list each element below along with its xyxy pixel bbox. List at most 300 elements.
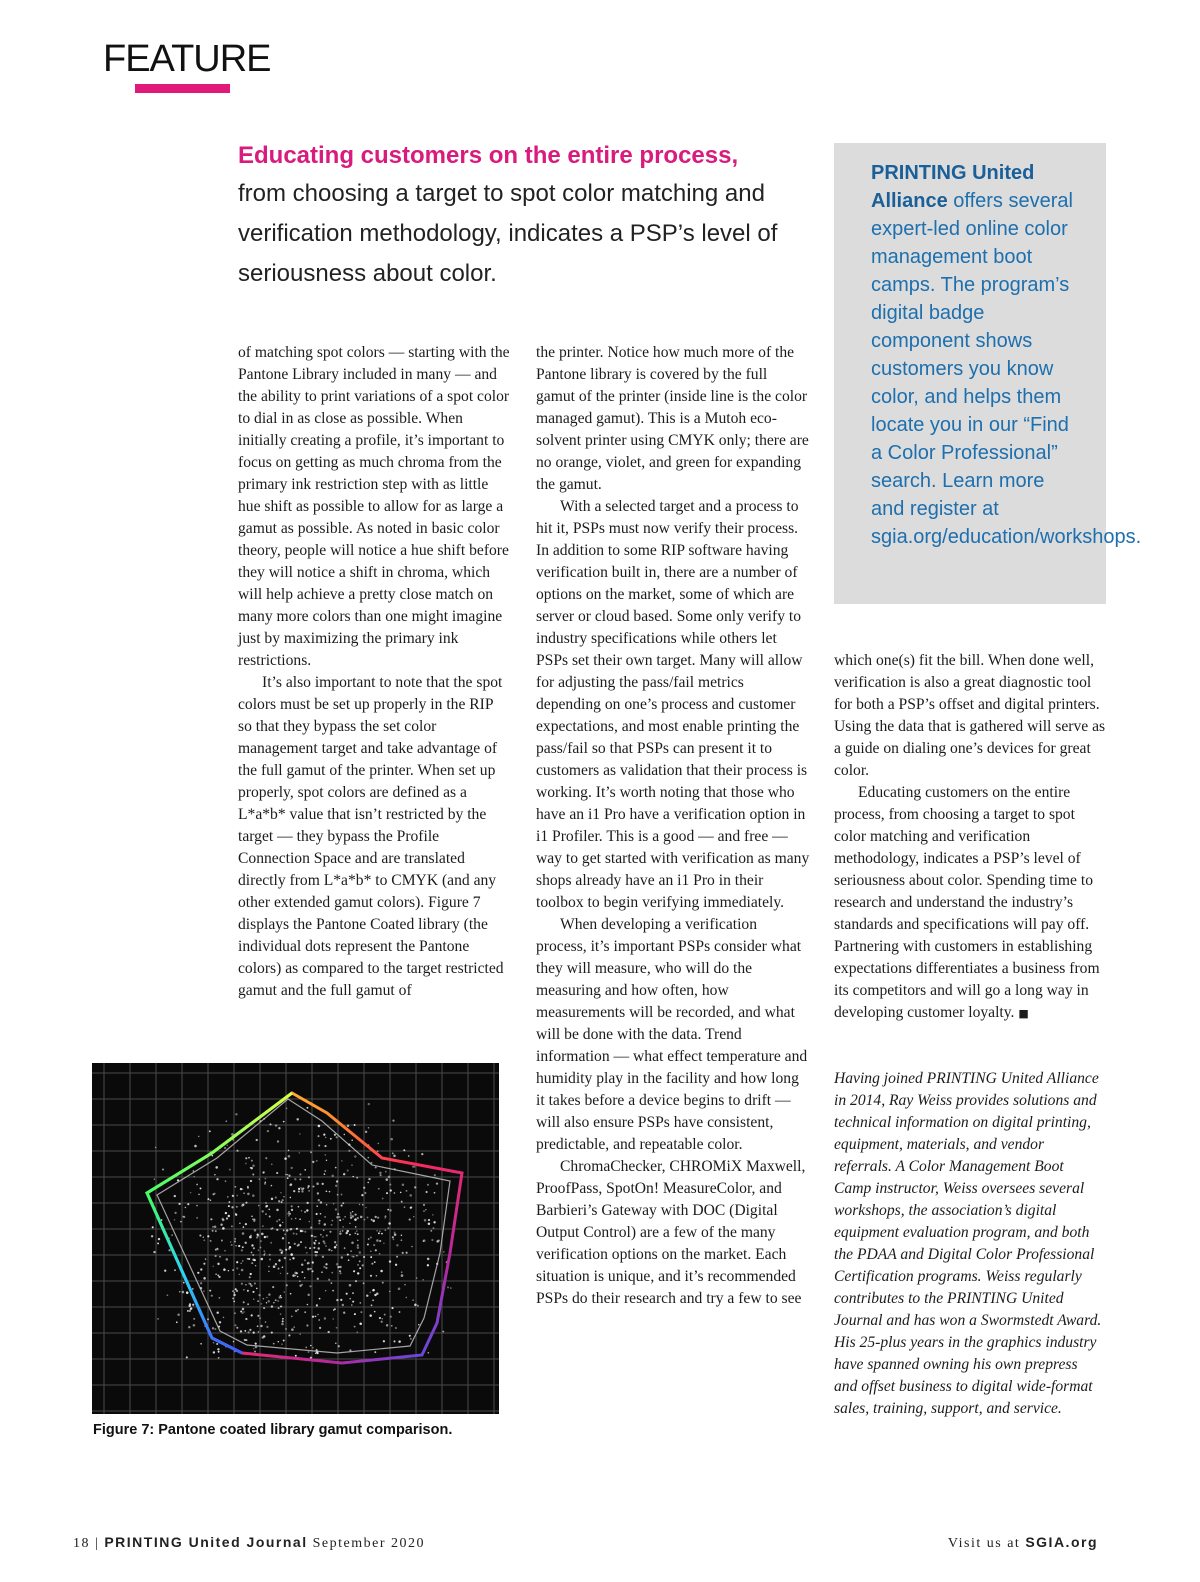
pantone-dot	[342, 1226, 344, 1228]
pantone-dot	[217, 1274, 219, 1276]
pantone-dot	[294, 1178, 296, 1180]
pantone-dot	[296, 1233, 298, 1235]
pantone-dot	[359, 1322, 362, 1325]
pantone-dot	[312, 1261, 314, 1263]
pantone-dot	[375, 1216, 377, 1218]
pantone-dot	[316, 1182, 319, 1185]
pantone-dot	[294, 1272, 297, 1275]
pantone-dot	[275, 1263, 277, 1265]
pantone-dot	[370, 1250, 372, 1252]
pantone-dot	[174, 1219, 176, 1221]
pantone-dot	[318, 1125, 321, 1128]
pantone-dot	[379, 1172, 381, 1174]
pantone-dot	[343, 1173, 345, 1175]
pantone-dot	[356, 1177, 358, 1179]
pantone-dot	[300, 1334, 301, 1335]
pantone-dot	[157, 1242, 159, 1244]
pantone-dot	[273, 1343, 275, 1345]
pantone-dot	[359, 1267, 361, 1269]
pantone-dot	[176, 1321, 178, 1323]
pantone-dot	[247, 1193, 250, 1196]
pantone-dot	[192, 1288, 194, 1290]
pantone-dot	[291, 1328, 294, 1331]
pantone-dot	[203, 1239, 205, 1241]
pantone-dot	[414, 1304, 417, 1307]
pantone-dot	[290, 1253, 293, 1256]
pantone-dot	[212, 1230, 214, 1232]
pantone-dot	[406, 1297, 408, 1299]
pantone-dot	[243, 1226, 245, 1228]
pantone-dot	[326, 1190, 328, 1192]
pantone-dot	[363, 1256, 365, 1258]
pantone-dot	[252, 1174, 254, 1176]
paragraph: which one(s) fit the bill. When done well, verification is also a great diagnostic tool for both a PSP’s offset and digital printers. Using the data that is gathered will serve as a guide on dialing one’s devices for great color.	[834, 652, 1106, 779]
pantone-dot	[157, 1318, 159, 1320]
pantone-dot	[352, 1176, 353, 1177]
pantone-dot	[240, 1311, 242, 1313]
pantone-dot	[307, 1262, 310, 1265]
pantone-dot	[251, 1160, 253, 1162]
pantone-dot	[294, 1243, 296, 1245]
pantone-dot	[260, 1247, 262, 1249]
pantone-dot	[186, 1291, 189, 1294]
pantone-dot	[152, 1226, 154, 1228]
pull-quote-text: from choosing a target to spot color matching and verification methodology, indicates a PSP’s level of seriousness about color.	[238, 180, 778, 287]
pantone-dot	[174, 1269, 176, 1271]
pantone-dot	[353, 1270, 355, 1272]
pantone-dot	[216, 1343, 218, 1345]
paragraph: of matching spot colors — starting with the Pantone Library included in many — and the ability to print variations of a spot color to dial in as close as possible. When initially creating a profile, it’s important to focus on getting as much chroma from the primary ink restriction step with as little hue shift as possible to allow for as large a gamut as possible. As noted in basic color theory, people will notice a hue shift before they will notice a shift in chroma, which will help achieve a pretty close match on many more colors than one might imagine just by maximizing the primary ink restrictions.	[238, 344, 510, 669]
pantone-dot	[329, 1191, 331, 1193]
gamut-plot-svg	[92, 1063, 499, 1414]
pantone-dot	[251, 1215, 253, 1217]
pantone-dot	[236, 1195, 238, 1197]
pantone-dot	[369, 1314, 372, 1317]
pantone-dot	[278, 1219, 280, 1221]
pantone-dot	[307, 1294, 309, 1296]
pantone-dot	[332, 1290, 334, 1292]
pantone-dot	[212, 1327, 214, 1329]
pantone-dot	[354, 1218, 357, 1221]
pantone-dot	[269, 1216, 271, 1218]
pantone-dot	[336, 1299, 338, 1301]
pantone-dot	[203, 1277, 206, 1280]
pantone-dot	[286, 1284, 288, 1286]
pantone-dot	[357, 1272, 359, 1274]
pantone-dot	[308, 1190, 310, 1192]
pantone-dot	[256, 1139, 258, 1141]
pantone-dot	[395, 1264, 397, 1266]
pantone-dot	[278, 1127, 280, 1129]
pantone-dot	[337, 1194, 339, 1196]
pantone-dot	[265, 1157, 267, 1159]
pantone-dot	[234, 1312, 236, 1314]
pantone-dot	[298, 1244, 300, 1246]
pantone-dot	[154, 1178, 155, 1179]
pantone-dot	[319, 1298, 321, 1300]
figure-caption: Figure 7: Pantone coated library gamut comparison.	[93, 1422, 453, 1438]
pantone-dot	[392, 1236, 394, 1238]
pantone-dot	[343, 1312, 345, 1314]
pantone-dot	[330, 1138, 332, 1140]
pantone-dot	[251, 1252, 253, 1254]
pantone-dot	[196, 1205, 198, 1207]
pantone-dot	[302, 1187, 304, 1189]
pantone-dot	[313, 1236, 315, 1238]
pantone-dot	[393, 1340, 395, 1342]
pantone-dot	[351, 1164, 353, 1166]
pantone-dot	[310, 1227, 312, 1229]
pantone-dot	[372, 1290, 374, 1292]
pantone-dot	[354, 1155, 356, 1157]
pantone-dot	[250, 1180, 252, 1182]
pantone-dot	[259, 1317, 261, 1319]
pantone-dot	[349, 1298, 351, 1300]
pantone-dot	[226, 1120, 227, 1121]
pantone-dot	[335, 1185, 337, 1187]
pantone-dot	[218, 1357, 220, 1359]
pantone-dot	[228, 1215, 230, 1217]
pantone-dot	[264, 1236, 266, 1238]
body-column-2	[536, 342, 810, 1310]
pantone-dot	[401, 1234, 402, 1235]
pantone-dot	[282, 1318, 284, 1320]
pantone-dot	[225, 1212, 227, 1214]
pantone-dot	[271, 1163, 273, 1165]
pantone-dot	[248, 1157, 250, 1159]
pantone-dot	[162, 1169, 164, 1171]
pantone-dot	[331, 1282, 333, 1284]
pantone-dot	[288, 1211, 290, 1213]
sidebar-callout	[834, 143, 1142, 604]
pantone-dot	[225, 1180, 227, 1182]
pantone-dot	[385, 1229, 387, 1231]
pantone-dot	[320, 1234, 322, 1236]
pantone-dot	[321, 1271, 323, 1273]
pantone-dot	[351, 1139, 353, 1141]
pantone-dot	[290, 1167, 292, 1169]
pantone-dot	[354, 1232, 356, 1234]
pantone-dot	[427, 1184, 429, 1186]
pantone-dot	[443, 1251, 445, 1253]
pantone-dot	[187, 1203, 189, 1205]
pantone-dot	[378, 1188, 380, 1190]
pantone-dot	[253, 1220, 255, 1222]
pantone-dot	[322, 1236, 324, 1238]
pantone-dot	[200, 1268, 202, 1270]
pantone-dot	[352, 1215, 354, 1217]
pantone-dot	[253, 1331, 255, 1333]
pantone-dot	[256, 1236, 258, 1238]
pantone-dot	[266, 1326, 268, 1328]
pull-quote	[238, 138, 818, 294]
pantone-dot	[348, 1259, 350, 1261]
pantone-dot	[183, 1282, 185, 1284]
pantone-dot	[214, 1225, 217, 1228]
pantone-dot	[425, 1209, 426, 1210]
pantone-dot	[227, 1145, 229, 1147]
pantone-dot	[227, 1196, 229, 1198]
pantone-dot	[427, 1258, 430, 1261]
section-accent-bar	[135, 84, 230, 93]
pantone-dot	[316, 1251, 318, 1253]
pantone-dot	[423, 1240, 425, 1242]
pantone-dot	[344, 1134, 345, 1135]
pantone-dot	[380, 1174, 382, 1176]
pantone-dot	[301, 1210, 303, 1212]
pantone-dot	[241, 1283, 243, 1285]
pantone-dot	[219, 1297, 221, 1299]
pantone-dot	[336, 1216, 338, 1218]
pantone-dot	[210, 1199, 211, 1200]
pantone-dot	[292, 1257, 294, 1259]
pantone-dot	[418, 1324, 419, 1325]
pantone-dot	[178, 1203, 180, 1205]
pantone-dot	[251, 1262, 253, 1264]
pantone-dot	[171, 1234, 172, 1235]
pantone-dot	[174, 1195, 176, 1197]
pantone-dot	[341, 1194, 343, 1196]
pantone-dot	[280, 1305, 282, 1307]
pantone-dot	[278, 1307, 280, 1309]
pantone-dot	[360, 1311, 362, 1313]
pantone-dot	[370, 1237, 372, 1239]
pantone-dot	[257, 1300, 259, 1302]
pantone-dot	[447, 1286, 449, 1288]
pantone-dot	[374, 1311, 376, 1313]
pantone-dot	[293, 1190, 295, 1192]
pantone-dot	[245, 1284, 247, 1286]
pantone-dot	[334, 1246, 337, 1249]
pantone-dot	[341, 1256, 343, 1258]
pantone-dot	[323, 1133, 325, 1135]
pantone-dot	[331, 1224, 333, 1226]
pantone-dot	[312, 1161, 314, 1163]
pantone-dot	[406, 1190, 408, 1192]
pantone-dot	[396, 1244, 398, 1246]
pantone-dot	[200, 1343, 202, 1345]
pantone-dot	[393, 1155, 396, 1158]
pantone-dot	[207, 1198, 209, 1200]
full-gamut-outline	[147, 1093, 462, 1363]
pantone-dot	[258, 1249, 259, 1250]
pantone-dot	[289, 1184, 292, 1187]
pantone-dot	[235, 1213, 237, 1215]
pantone-dot	[243, 1192, 244, 1193]
pantone-dot	[317, 1314, 318, 1315]
pantone-dot	[367, 1217, 369, 1219]
pantone-dot	[290, 1293, 292, 1295]
pantone-dot	[339, 1219, 341, 1221]
pantone-dot	[263, 1171, 265, 1173]
pantone-dot	[376, 1230, 378, 1232]
pantone-dot	[359, 1204, 360, 1205]
pantone-dot	[308, 1351, 310, 1353]
pantone-dot	[316, 1304, 318, 1306]
pantone-dot	[389, 1260, 391, 1262]
pantone-dot	[287, 1177, 289, 1179]
pantone-dot	[287, 1213, 289, 1215]
pantone-dot	[365, 1207, 367, 1209]
pantone-dot	[308, 1185, 310, 1187]
pantone-dot	[400, 1192, 402, 1194]
pantone-dot	[423, 1210, 425, 1212]
pantone-dot	[215, 1166, 218, 1169]
pantone-dot	[331, 1250, 332, 1251]
pantone-dot	[306, 1252, 308, 1254]
pantone-dot	[249, 1329, 251, 1331]
pantone-dot	[241, 1249, 243, 1251]
pantone-dot	[422, 1279, 424, 1281]
pantone-dot	[275, 1196, 277, 1198]
pantone-dot	[197, 1272, 199, 1274]
visit-url[interactable]: SGIA.org	[1025, 1534, 1098, 1550]
pantone-dot	[281, 1297, 283, 1299]
pantone-dot	[409, 1335, 411, 1337]
pantone-dot	[292, 1274, 295, 1277]
pantone-dot	[250, 1273, 252, 1275]
pantone-dot	[316, 1160, 318, 1162]
pantone-dot	[285, 1249, 287, 1251]
pantone-dot	[336, 1180, 338, 1182]
pantone-dot	[354, 1313, 356, 1315]
pantone-dot	[249, 1276, 251, 1278]
pantone-dot	[375, 1249, 377, 1251]
pantone-dot	[278, 1259, 280, 1261]
pantone-dot	[270, 1242, 272, 1244]
pantone-dot	[336, 1327, 338, 1329]
pantone-dot	[228, 1201, 230, 1203]
pantone-dot	[379, 1240, 381, 1242]
pantone-dot	[371, 1304, 373, 1306]
pantone-dot	[242, 1260, 244, 1262]
pantone-dot	[377, 1151, 378, 1152]
pantone-dot	[363, 1282, 365, 1284]
pantone-dot	[287, 1174, 289, 1176]
pantone-dot	[284, 1157, 287, 1160]
pantone-dot	[312, 1185, 314, 1187]
pantone-dot	[421, 1153, 423, 1155]
pantone-dot	[190, 1307, 193, 1310]
pantone-dot	[240, 1262, 242, 1264]
pantone-dot	[203, 1263, 205, 1265]
pantone-dot	[325, 1290, 326, 1291]
pantone-dot	[248, 1258, 250, 1260]
pantone-dot	[300, 1187, 301, 1188]
pantone-dot	[388, 1176, 391, 1179]
pantone-dot	[224, 1269, 226, 1271]
paragraph: ChromaChecker, CHROMiX Maxwell, ProofPass, SpotOn! MeasureColor, and Barbieri’s Gateway with DOC (Digital Output Control) are a few of the many verification options on the market. Each situation is unique, and it’s recommended PSPs do their research and try a few to see	[536, 1158, 806, 1307]
pantone-dot	[336, 1263, 339, 1266]
pantone-dot	[385, 1171, 387, 1173]
pantone-dot	[279, 1249, 281, 1251]
pantone-dot	[188, 1326, 190, 1328]
pantone-dot	[341, 1160, 343, 1162]
pantone-dot	[266, 1236, 268, 1238]
pantone-dot	[299, 1178, 301, 1180]
pantone-dot	[291, 1316, 293, 1318]
pantone-dot	[247, 1187, 249, 1189]
pantone-dot	[268, 1300, 270, 1302]
pantone-dot	[433, 1221, 435, 1223]
pantone-dot	[338, 1345, 340, 1347]
pantone-dot	[155, 1147, 157, 1149]
pantone-dot	[285, 1174, 287, 1176]
pantone-dot	[182, 1291, 185, 1294]
paragraph: It’s also important to note that the spot colors must be set up properly in the RIP so that they bypass the set color management target and take advantage of the full gamut of the printer. When set up properly, spot colors are defined as a L*a*b* value that isn’t restricted by the target — they bypass the Profile Connection Space and are translated directly from L*a*b* to CMYK (and any other extended gamut colors). Figure 7 displays the Pantone Coated library (the individual dots represent the Pantone colors) as compared to the target restricted gamut and the full gamut of	[238, 674, 504, 999]
pantone-dot	[216, 1178, 218, 1180]
pantone-dot	[337, 1266, 339, 1268]
pantone-dot	[409, 1194, 412, 1197]
pantone-dot	[340, 1272, 342, 1274]
pantone-dot	[315, 1240, 317, 1242]
pantone-dot	[392, 1119, 394, 1121]
pull-quote-highlight: Educating customers on the entire process,	[238, 142, 739, 169]
paragraph-final	[834, 782, 1108, 1025]
pantone-dot	[364, 1192, 366, 1194]
pantone-dot	[263, 1298, 265, 1300]
pantone-dot	[240, 1188, 242, 1190]
pantone-dot	[268, 1271, 270, 1273]
pantone-dot	[299, 1280, 301, 1282]
pantone-dot	[200, 1187, 202, 1189]
pantone-dot	[236, 1206, 238, 1208]
pantone-dot	[394, 1192, 396, 1194]
pantone-dots	[151, 1103, 452, 1359]
pantone-dot	[265, 1321, 267, 1323]
pantone-dot	[323, 1229, 325, 1231]
pantone-dot	[339, 1230, 341, 1232]
pantone-dot	[389, 1184, 391, 1186]
pantone-dot	[273, 1302, 274, 1303]
pantone-dot	[262, 1210, 264, 1212]
pantone-dot	[427, 1352, 429, 1354]
pantone-dot	[343, 1219, 345, 1221]
pantone-dot	[291, 1209, 293, 1211]
pantone-dot	[262, 1225, 264, 1227]
pantone-dot	[258, 1205, 260, 1207]
pantone-dot	[367, 1182, 368, 1183]
pantone-dot	[417, 1305, 419, 1307]
pantone-dot	[263, 1254, 265, 1256]
pantone-dot	[356, 1230, 358, 1232]
pantone-dot	[205, 1258, 207, 1260]
pantone-dot	[214, 1174, 215, 1175]
pantone-dot	[334, 1134, 336, 1136]
pantone-dot	[399, 1311, 401, 1313]
pantone-dot	[323, 1266, 325, 1268]
pantone-dot	[251, 1314, 253, 1316]
pantone-dot	[352, 1292, 354, 1294]
pantone-dot	[228, 1205, 230, 1207]
pantone-dot	[298, 1206, 300, 1208]
pantone-dot	[305, 1247, 307, 1249]
pantone-dot	[286, 1229, 288, 1231]
pantone-dot	[326, 1204, 328, 1206]
pantone-dot	[304, 1231, 306, 1233]
pantone-dot	[357, 1244, 359, 1246]
pantone-dot	[192, 1304, 194, 1306]
pantone-dot	[282, 1320, 284, 1322]
pantone-dot	[401, 1271, 403, 1273]
pantone-dot	[164, 1270, 166, 1272]
pantone-dot	[346, 1293, 348, 1295]
pantone-dot	[298, 1190, 300, 1192]
pantone-dot	[276, 1209, 279, 1212]
pantone-dot	[265, 1205, 267, 1207]
issue-date: September 2020	[307, 1536, 425, 1551]
pantone-dot	[442, 1331, 444, 1333]
